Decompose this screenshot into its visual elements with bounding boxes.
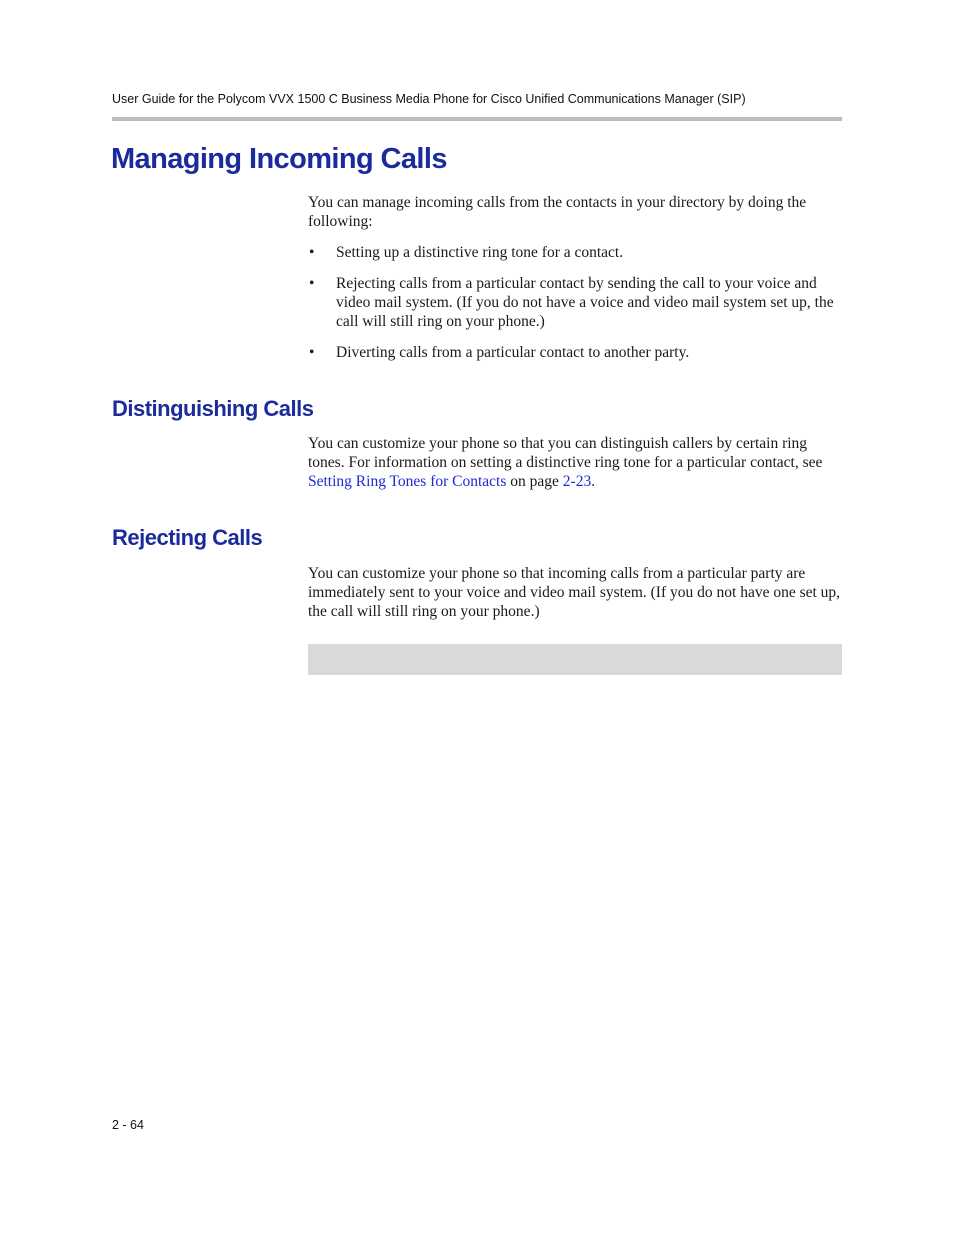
- note-bar: [308, 644, 842, 675]
- running-header: User Guide for the Polycom VVX 1500 C Business Media Phone for Cisco Unified Communications Manager (SIP): [112, 92, 746, 106]
- section-title-managing-incoming-calls: Managing Incoming Calls: [111, 143, 447, 175]
- bullet-icon: •: [309, 344, 315, 361]
- header-rule: [112, 117, 842, 121]
- distinguishing-text: You can customize your phone so that you can distinguish callers by certain ring tones. For information on setting a distinctive ring tone for a particular contact, see: [308, 435, 823, 471]
- distinguishing-text-end: .: [591, 473, 596, 490]
- page-number: 2 - 64: [112, 1118, 144, 1132]
- list-item: [308, 343, 843, 362]
- managing-bullet-list: [308, 243, 843, 374]
- setting-ring-tones-link[interactable]: Setting Ring Tones for Contacts: [308, 473, 507, 490]
- list-item-text: Rejecting calls from a particular contact by sending the call to your voice and video mail system. (If you do not have a voice and video mail system set up, the call will still ring on your phone.): [336, 275, 834, 330]
- managing-intro-paragraph: You can manage incoming calls from the contacts in your directory by doing the following:: [308, 194, 807, 230]
- list-item: [308, 243, 843, 262]
- bullet-icon: •: [309, 244, 315, 261]
- distinguishing-paragraph: [308, 434, 843, 491]
- bullet-icon: •: [309, 275, 315, 292]
- section-title-rejecting-calls: Rejecting Calls: [112, 525, 263, 550]
- rejecting-paragraph: You can customize your phone so that incoming calls from a particular party are immediately sent to your voice and video mail system. (If you do not have one set up, the call will still ring on your phone.): [308, 565, 841, 620]
- section-title-distinguishing-calls: Distinguishing Calls: [112, 396, 314, 421]
- list-item-text: Setting up a distinctive ring tone for a contact.: [336, 244, 624, 261]
- list-item: [308, 274, 843, 331]
- list-item-text: Diverting calls from a particular contact to another party.: [336, 344, 690, 361]
- distinguishing-text-middle: on page: [506, 473, 563, 490]
- page-reference-link[interactable]: 2-23: [562, 473, 592, 490]
